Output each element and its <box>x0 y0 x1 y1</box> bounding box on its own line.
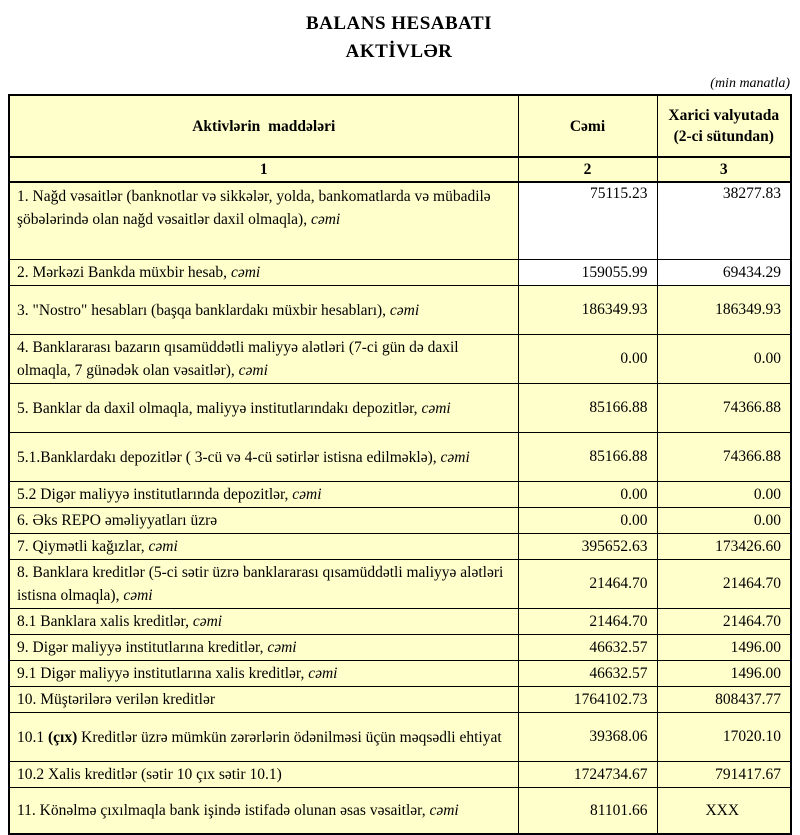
row-label <box>9 384 518 433</box>
label-suffix: cəmi <box>425 802 459 819</box>
table-row-11-fixed-assets <box>9 788 791 835</box>
label-text: 5.2 Digər maliyyə institutlarında depozitlər, <box>17 486 289 503</box>
label-suffix: cəmi <box>436 448 470 466</box>
label-suffix: cəmi <box>304 665 338 682</box>
table-row-10-2-net-credits <box>9 762 791 788</box>
row-value-total: 0.00 <box>518 482 657 508</box>
row-value-total: 46632.57 <box>518 661 657 687</box>
table-row-6-repo <box>9 508 791 534</box>
label-text: 4. Banklararası bazarın qısamüddətli maliyyə alətləri (7-ci gün də daxil olmaqla, 7 günədək olan vəsaitlər), <box>17 339 459 379</box>
label-suffix: cəmi <box>119 587 153 604</box>
label-text: 9. Digər maliyyə institutlarına kreditlər, <box>17 639 264 656</box>
row-value-foreign: 791417.67 <box>657 762 791 788</box>
unit-note: (min manatla) <box>710 76 790 91</box>
page-subtitle: AKTİVLƏR <box>345 41 453 62</box>
row-label <box>9 609 518 635</box>
column-numbers-row <box>9 157 791 182</box>
row-value-foreign: 21464.70 <box>657 560 791 609</box>
table-row-5-1-bank-deposits <box>9 433 791 482</box>
label-bold-segment: (çıx) <box>48 728 78 746</box>
row-value-total: 186349.93 <box>518 286 657 335</box>
row-value-total: 81101.66 <box>518 788 657 835</box>
table-row-9-1-net-other-credits <box>9 661 791 687</box>
label-suffix: cəmi <box>263 639 297 656</box>
table-row-3-nostro <box>9 286 791 335</box>
row-label <box>9 433 518 482</box>
label-suffix: cəmi <box>227 264 261 281</box>
table-row-10-customer-credits <box>9 687 791 713</box>
row-value-foreign: 1496.00 <box>657 635 791 661</box>
label-text: 1. Nağd vəsaitlər (banknotlar və sikkələr, yolda, bankomatlarda və mübadilə şöbələrində olan nağd vəsaitlər daxil olmaqla), <box>17 188 491 228</box>
label-text: 7. Qiymətli kağızlar, <box>17 538 145 555</box>
label-suffix: cəmi <box>188 613 223 630</box>
header-foreign-currency-column: Xarici valyutada (2-ci sütundan) <box>657 95 791 157</box>
label-text: 5. Banklar da daxil olmaqla, maliyyə institutlarındakı depozitlər, <box>17 399 418 417</box>
row-label <box>9 260 518 286</box>
row-value-foreign: 1496.00 <box>657 661 791 687</box>
row-value-foreign: 74366.88 <box>657 384 791 433</box>
row-label <box>9 635 518 661</box>
row-label <box>9 762 518 788</box>
label-text: 3. "Nostro" hesabları (başqa banklardakı müxbir hesabları), <box>17 301 387 319</box>
table-row-9-other-institutions-credits <box>9 635 791 661</box>
header-items-column: Aktivlərin maddələri <box>9 95 518 157</box>
label-text: 10. Müştərilərə verilən kreditlər <box>17 691 215 708</box>
header-total-column: Cəmi <box>518 95 657 157</box>
column-number-1: 1 <box>9 157 518 182</box>
row-label <box>9 713 518 762</box>
row-value-foreign: 186349.93 <box>657 286 791 335</box>
row-value-foreign: 0.00 <box>657 508 791 534</box>
row-value-total: 21464.70 <box>518 560 657 609</box>
row-label <box>9 286 518 335</box>
row-value-total: 46632.57 <box>518 635 657 661</box>
table-row-8-1-net-bank-credits <box>9 609 791 635</box>
row-label <box>9 534 518 560</box>
label-suffix: cəmi <box>386 301 420 319</box>
row-value-foreign: 69434.29 <box>657 260 791 286</box>
row-value-total: 75115.23 <box>518 182 657 260</box>
row-value-total: 21464.70 <box>518 609 657 635</box>
row-value-total: 85166.88 <box>518 433 657 482</box>
table-row-2-central-bank <box>9 260 791 286</box>
table-row-4-interbank <box>9 335 791 384</box>
table-row-8-bank-credits <box>9 560 791 609</box>
row-label <box>9 560 518 609</box>
row-value-foreign: 173426.60 <box>657 534 791 560</box>
row-value-foreign: 38277.83 <box>657 182 791 260</box>
table-row-1-cash <box>9 182 791 260</box>
column-number-3: 3 <box>657 157 791 182</box>
row-label <box>9 661 518 687</box>
label-suffix: cəmi <box>144 538 178 555</box>
row-label <box>9 788 518 835</box>
row-value-foreign: XXX <box>657 788 791 835</box>
label-text: 2. Mərkəzi Bankda müxbir hesab, <box>17 264 228 281</box>
label-text: 11. Könəlmə çıxılmaqla bank işində istifadə olunan əsas vəsaitlər, <box>17 802 426 819</box>
label-text: 8. Banklara kreditlər (5-ci sətir üzrə banklararası qısamüddətli maliyyə alətləri istisna olmaqla), <box>17 564 504 604</box>
label-text: 6. Əks REPO əməliyyatları üzrə <box>17 512 218 529</box>
row-label <box>9 182 518 260</box>
row-label <box>9 508 518 534</box>
table-row-10-1-loss-reserve <box>9 713 791 762</box>
label-text: 5.1.Banklardakı depozitlər ( 3-cü və 4-cü sətirlər istisna edilməklə), <box>17 448 437 466</box>
row-value-foreign: 17020.10 <box>657 713 791 762</box>
page-title: BALANS HESABATI <box>305 13 493 34</box>
row-value-foreign: 808437.77 <box>657 687 791 713</box>
row-value-foreign: 21464.70 <box>657 609 791 635</box>
column-number-2: 2 <box>518 157 657 182</box>
row-value-total: 395652.63 <box>518 534 657 560</box>
label-text: 10.2 Xalis kreditlər (sətir 10 çıx sətir 10.1) <box>17 766 282 783</box>
row-value-foreign: 74366.88 <box>657 433 791 482</box>
label-text: 8.1 Banklara xalis kreditlər, <box>17 613 189 630</box>
row-value-total: 1724734.67 <box>518 762 657 788</box>
row-value-total: 85166.88 <box>518 384 657 433</box>
label-text: 9.1 Digər maliyyə institutlarına xalis kreditlər, <box>17 665 305 682</box>
label-suffix: cəmi <box>307 211 341 228</box>
row-value-foreign: 0.00 <box>657 482 791 508</box>
label-suffix: cəmi <box>288 486 322 503</box>
table-header-row <box>9 95 791 157</box>
row-label <box>9 482 518 508</box>
row-value-total: 159055.99 <box>518 260 657 286</box>
title-block <box>8 10 790 66</box>
table-row-7-securities <box>9 534 791 560</box>
row-label <box>9 687 518 713</box>
row-value-total: 0.00 <box>518 335 657 384</box>
row-label <box>9 335 518 384</box>
label-suffix: cəmi <box>417 399 451 417</box>
label-text: Kreditlər üzrə mümkün zərərlərin ödənilməsi üçün məqsədli ehtiyat <box>77 728 502 746</box>
assets-table <box>8 94 792 835</box>
label-suffix: cəmi <box>234 362 268 379</box>
row-value-total: 0.00 <box>518 508 657 534</box>
table-row-5-2-other-deposits <box>9 482 791 508</box>
row-value-foreign: 0.00 <box>657 335 791 384</box>
table-row-5-deposits <box>9 384 791 433</box>
label-prefix: 10.1 <box>17 728 48 746</box>
row-value-total: 1764102.73 <box>518 687 657 713</box>
row-value-total: 39368.06 <box>518 713 657 762</box>
